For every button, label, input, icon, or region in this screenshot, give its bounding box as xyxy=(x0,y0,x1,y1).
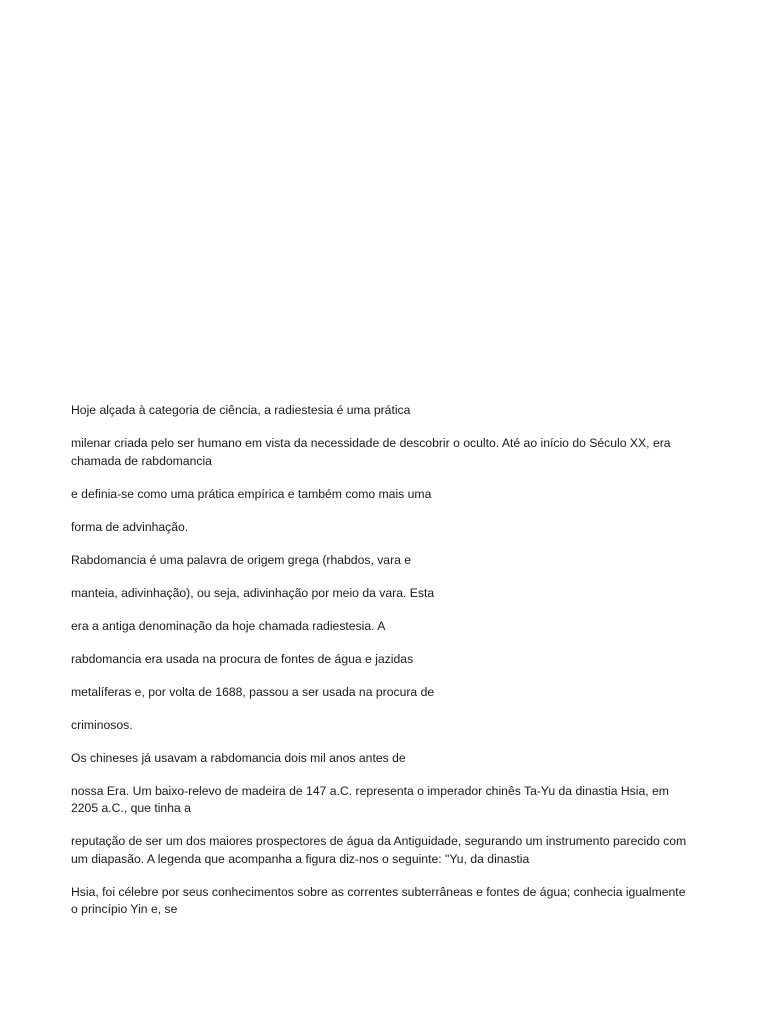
paragraph-14: Hsia, foi célebre por seus conhecimentos sobre as correntes subterrâneas e fontes de água; conhecia igualmente o princípio Yin e, se xyxy=(71,884,686,916)
document-page xyxy=(71,402,691,934)
paragraph-13: reputação de ser um dos maiores prospectores de água da Antiguidade, segurando um instrumento parecido com um diapasão. A legenda que acompanha a figura diz-nos o seguinte: "Yu, da dinastia xyxy=(71,834,687,866)
paragraph-11: Os chineses já usavam a rabdomancia dois mil anos antes de xyxy=(71,750,406,765)
paragraph-10: criminosos. xyxy=(71,717,133,732)
paragraph-4: forma de advinhação. xyxy=(71,519,189,534)
paragraph-1: Hoje alçada à categoria de ciência, a radiestesia é uma prática xyxy=(71,403,411,417)
paragraph-12: nossa Era. Um baixo-relevo de madeira de 147 a.C. representa o imperador chinês Ta-Yu da dinastia Hsia, em 2205 a.C., que tinha a xyxy=(71,783,669,815)
paragraph-8: rabdomancia era usada na procura de fontes de água e jazidas xyxy=(71,651,414,666)
paragraph-3: e definia-se como uma prática empírica e também como mais uma xyxy=(71,486,432,501)
paragraph-7: era a antiga denominação da hoje chamada radiestesia. A xyxy=(71,618,386,633)
paragraph-9: metalíferas e, por volta de 1688, passou a ser usada na procura de xyxy=(71,684,435,699)
paragraph-2: milenar criada pelo ser humano em vista da necessidade de descobrir o oculto. Até ao início do Século XX, era chamada de rabdomancia xyxy=(71,436,671,468)
paragraph-6: manteia, adivinhação), ou seja, adivinhação por meio da vara. Esta xyxy=(71,585,435,600)
paragraph-5: Rabdomancia é uma palavra de origem grega (rhabdos, vara e xyxy=(71,552,412,567)
